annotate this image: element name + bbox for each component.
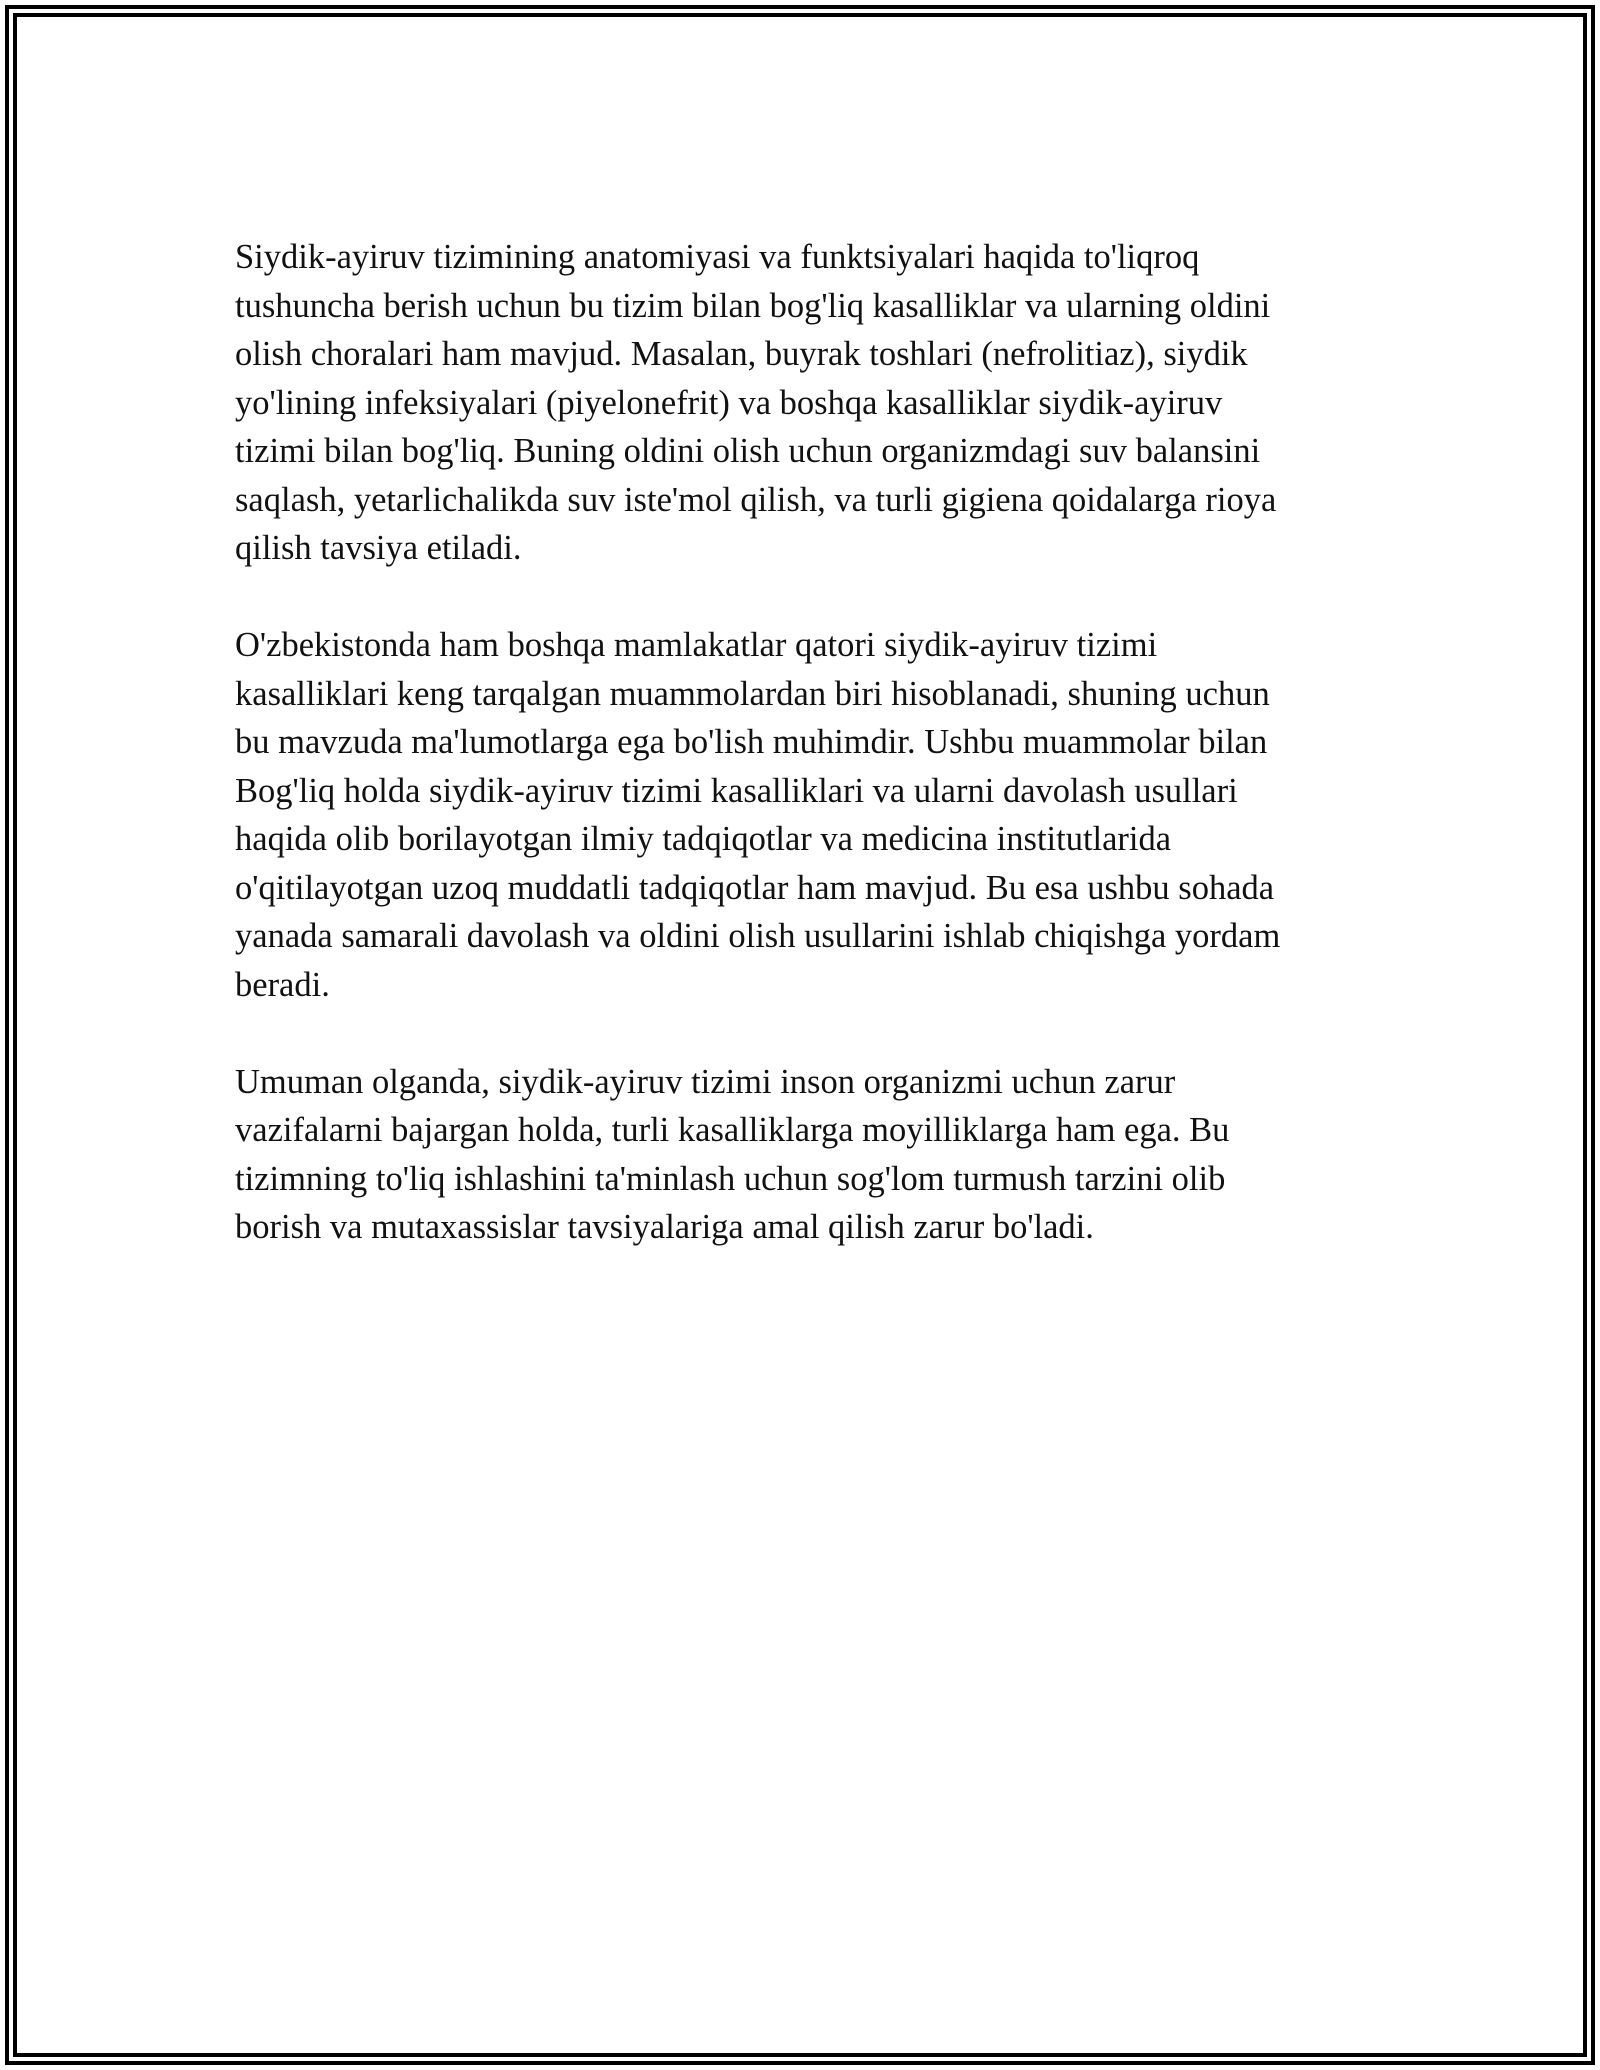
document-body	[235, 233, 1365, 1300]
paragraph-1: Siydik-ayiruv tizimining anatomiyasi va funktsiyalari haqida to'liqroq tushuncha berish uchun bu tizim bilan bog'liq kasalliklar va ularning oldini olish choralari ham mavjud. Masalan, buyrak toshlari (nefrolitiaz), siydik yo'lining infeksiyalari (piyelonefrit) va boshqa kasalliklar siydik-ayiruv tizimi bilan bog'liq. Buning oldini olish uchun organizmdagi suv balansini saqlash, yetarlichalikda suv iste'mol qilish, va turli gigiena qoidalarga rioya qilish tavsiya etiladi.	[235, 238, 1277, 567]
paragraph-2: O'zbekistonda ham boshqa mamlakatlar qatori siydik-ayiruv tizimi kasalliklari keng tarqalgan muammolardan biri hisoblanadi, shuning uchun bu mavzuda ma'lumotlarga ega bo'lish muhimdir. Ushbu muammolar bilan Bog'liq holda siydik-ayiruv tizimi kasalliklari va ularni davolash usullari haqida olib borilayotgan ilmiy tadqiqotlar va medicina institutlarida o'qitilayotgan uzoq muddatli tadqiqotlar ham mavjud. Bu esa ushbu sohada yanada samarali davolash va oldini olish usullarini ishlab chiqishga yordam beradi.	[235, 626, 1281, 1004]
paragraph-3: Umuman olganda, siydik-ayiruv tizimi inson organizmi uchun zarur vazifalarni bajargan holda, turli kasalliklarga moyilliklarga ham ega. Bu tizimning to'liq ishlashini ta'minlash uchun sog'lom turmush tarzini olib borish va mutaxassislar tavsiyalariga amal qilish zarur bo'ladi.	[235, 1062, 1230, 1246]
